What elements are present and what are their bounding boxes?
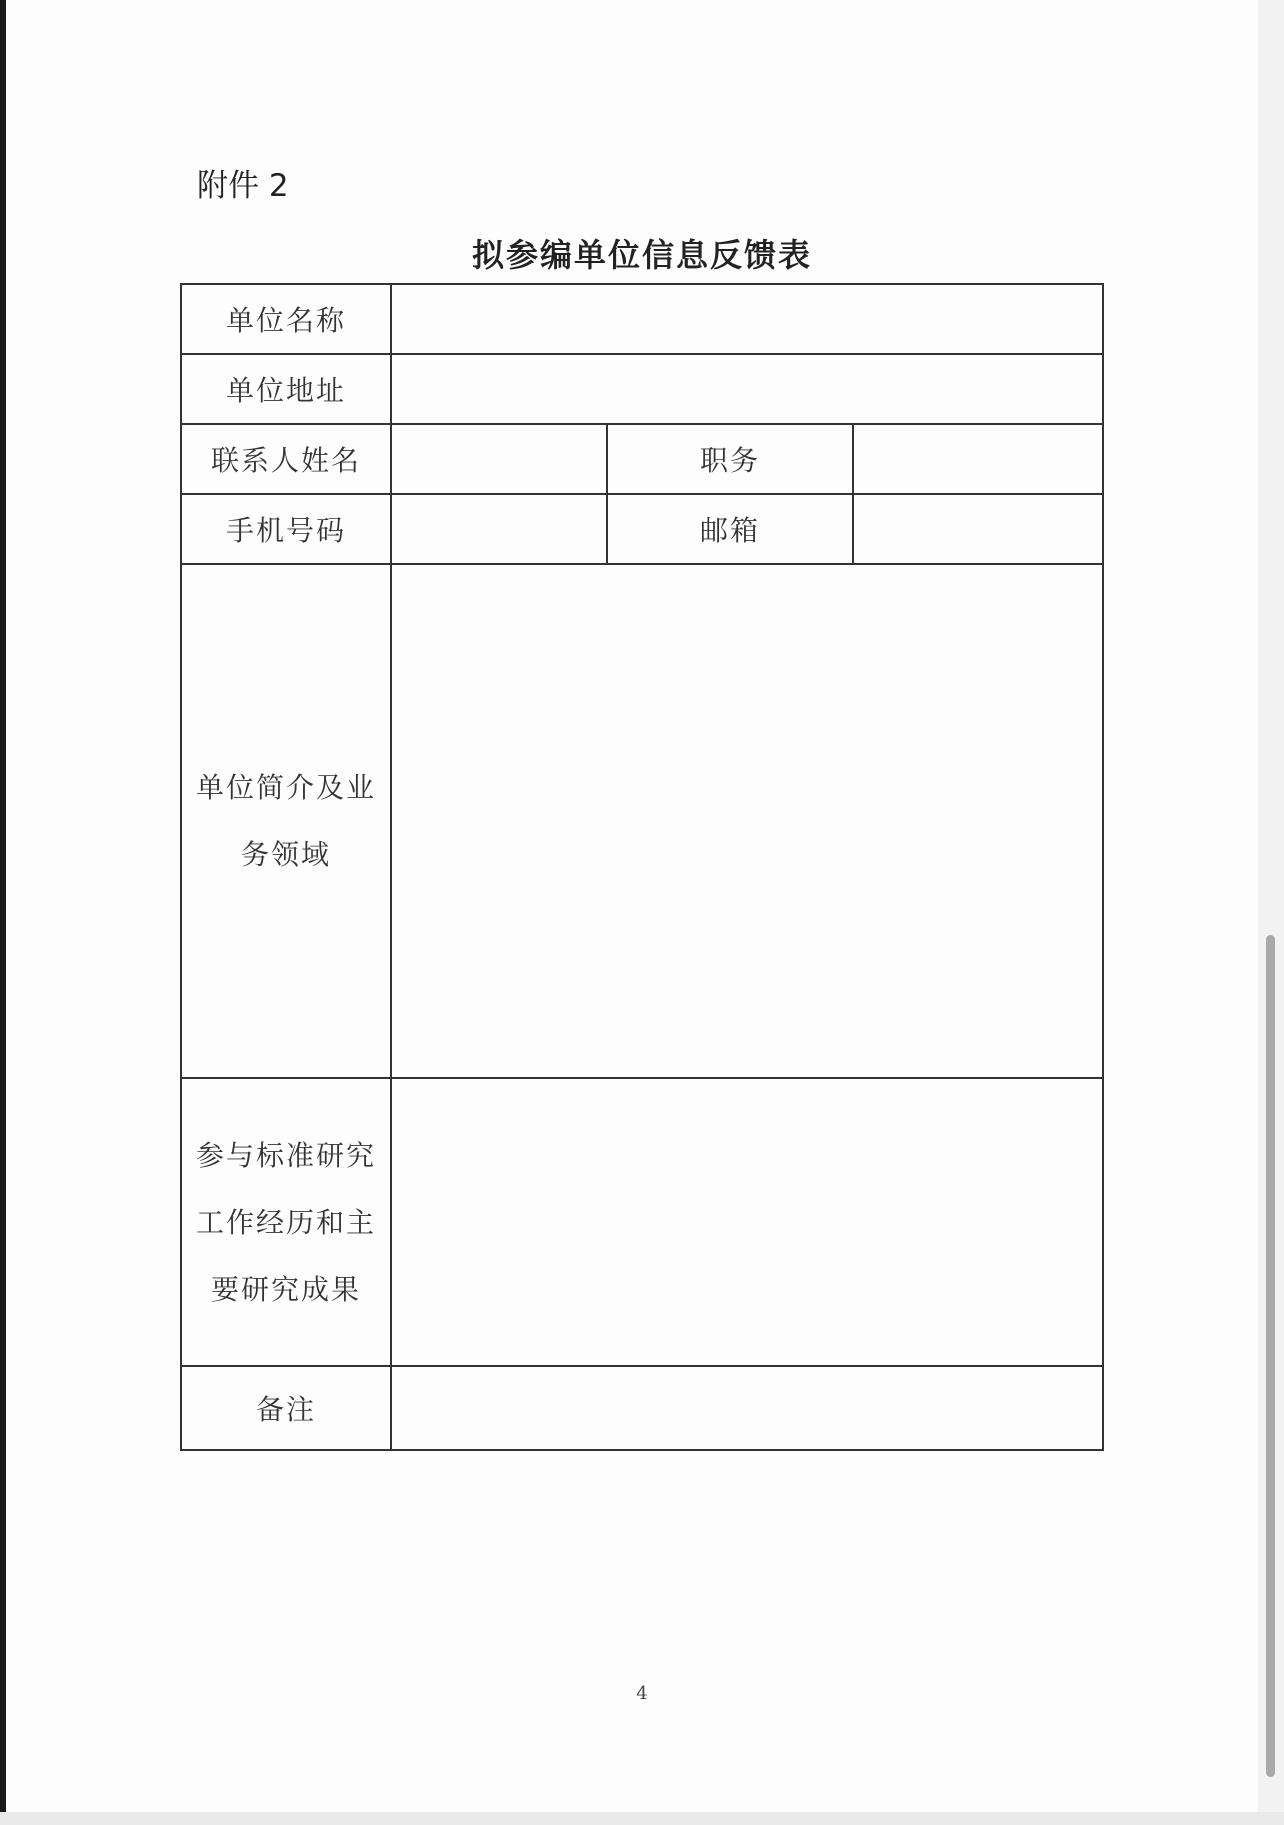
- page-number: 4: [636, 1683, 648, 1704]
- row-unit-intro: [181, 564, 1103, 1078]
- contact-name-label: 联系人姓名: [181, 424, 391, 494]
- scrollbar-thumb[interactable]: [1266, 935, 1275, 1777]
- experience-label-line2: 工作经历和主: [195, 1205, 376, 1239]
- row-remarks: [181, 1366, 1103, 1450]
- row-unit-name: [181, 284, 1103, 354]
- row-mobile-email: [181, 494, 1103, 564]
- unit-address-field[interactable]: [391, 354, 1103, 424]
- experience-label: [181, 1078, 391, 1366]
- contact-name-field[interactable]: [391, 424, 607, 494]
- unit-name-field[interactable]: [391, 284, 1103, 354]
- row-contact: [181, 424, 1103, 494]
- vertical-scrollbar[interactable]: [1258, 0, 1284, 1825]
- position-label: 职务: [607, 424, 853, 494]
- row-experience: [181, 1078, 1103, 1366]
- row-unit-address: [181, 354, 1103, 424]
- mobile-label: 手机号码: [181, 494, 391, 564]
- email-label: 邮箱: [607, 494, 853, 564]
- experience-field[interactable]: [391, 1078, 1103, 1366]
- feedback-form-table: [180, 283, 1104, 1451]
- bottom-edge: [0, 1812, 1284, 1825]
- document-page: [6, 0, 1278, 1812]
- remarks-label: 备注: [181, 1366, 391, 1450]
- attachment-label: 附件 2: [197, 168, 289, 204]
- unit-intro-label: [181, 564, 391, 1078]
- unit-intro-field[interactable]: [391, 564, 1103, 1078]
- unit-name-label: 单位名称: [181, 284, 391, 354]
- email-field[interactable]: [853, 494, 1103, 564]
- experience-label-line1: 参与标准研究: [195, 1138, 376, 1172]
- unit-address-label: 单位地址: [181, 354, 391, 424]
- position-field[interactable]: [853, 424, 1103, 494]
- mobile-field[interactable]: [391, 494, 607, 564]
- form-title: 拟参编单位信息反馈表: [471, 236, 812, 274]
- unit-intro-label-line1: 单位简介及业: [195, 771, 376, 804]
- remarks-field[interactable]: [391, 1366, 1103, 1450]
- experience-label-line3: 要研究成果: [210, 1272, 361, 1306]
- unit-intro-label-line2: 务领域: [240, 838, 331, 871]
